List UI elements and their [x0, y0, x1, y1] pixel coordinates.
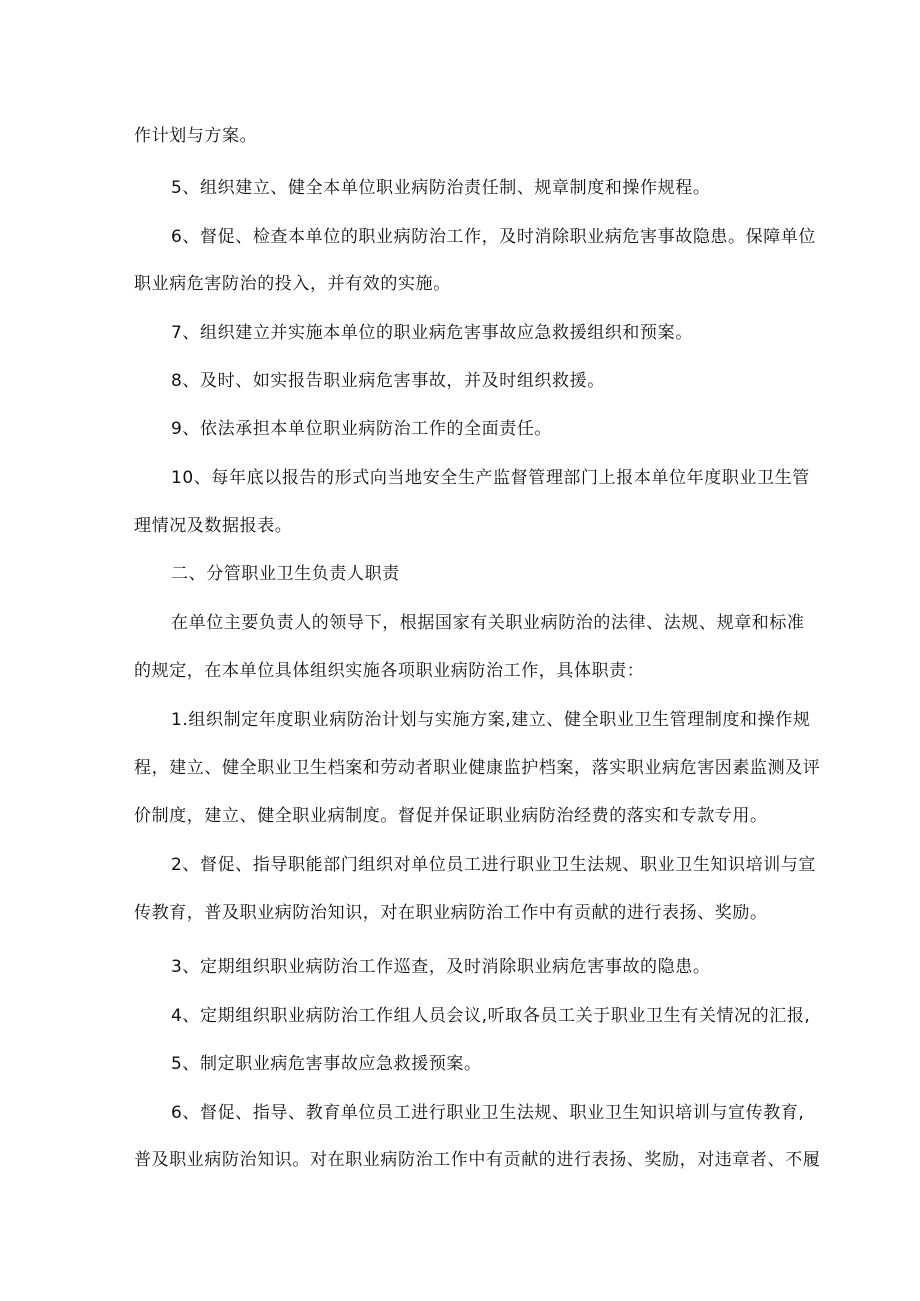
text-line: 价制度，建立、健全职业病制度。督促并保证职业病防治经费的落实和专款专用。 [134, 806, 768, 826]
text-line: 1.组织制定年度职业病防治计划与实施方案,建立、健全职业卫生管理制度和操作规 [171, 710, 811, 730]
text-line: 作计划与方案。 [134, 126, 258, 146]
text-line: 5、制定职业病危害事故应急救援预案。 [171, 1054, 482, 1074]
text-line: 7、组织建立并实施本单位的职业病危害事故应急救援组织和预案。 [171, 323, 693, 343]
text-line: 4、定期组织职业病防治工作组人员会议,听取各员工关于职业卫生有关情况的汇报, [171, 1006, 811, 1026]
text-line: 9、依法承担本单位职业病防治工作的全面责任。 [171, 419, 553, 439]
text-line: 3、定期组织职业病防治工作巡查，及时消除职业病危害事故的隐患。 [171, 957, 711, 977]
text-line: 在单位主要负责人的领导下，根据国家有关职业病防治的法律、法规、规章和标准 [171, 613, 805, 633]
text-line: 程，建立、健全职业卫生档案和劳动者职业健康监护档案，落实职业病危害因素监测及评 [134, 758, 821, 778]
section-heading: 二、分管职业卫生负责人职责 [171, 564, 400, 584]
text-line: 10、每年底以报告的形式向当地安全生产监督管理部门上报本单位年度职业卫生管 [171, 468, 810, 488]
text-line: 理情况及数据报表。 [134, 516, 293, 536]
text-line: 2、督促、指导职能部门组织对单位员工进行职业卫生法规、职业卫生知识培训与宣 [171, 855, 817, 875]
text-line: 普及职业病防治知识。对在职业病防治工作中有贡献的进行表扬、奖励，对违章者、不履 [134, 1150, 821, 1170]
text-line: 的规定，在本单位具体组织实施各项职业病防治工作，具体职责： [134, 661, 645, 681]
text-line: 5、组织建立、健全本单位职业病防治责任制、规章制度和操作规程。 [171, 178, 711, 198]
text-line: 8、及时、如实报告职业病危害事故，并及时组织救援。 [171, 371, 605, 391]
text-line: 职业病危害防治的投入，并有效的实施。 [134, 274, 451, 294]
text-line: 传教育，普及职业病防治知识，对在职业病防治工作中有贡献的进行表扬、奖励。 [134, 903, 768, 923]
text-line: 6、督促、指导、教育单位员工进行职业卫生法规、职业卫生知识培训与宣传教育, [171, 1103, 805, 1123]
text-line: 6、督促、检查本单位的职业病防治工作，及时消除职业病危害事故隐患。保障单位 [171, 227, 817, 247]
